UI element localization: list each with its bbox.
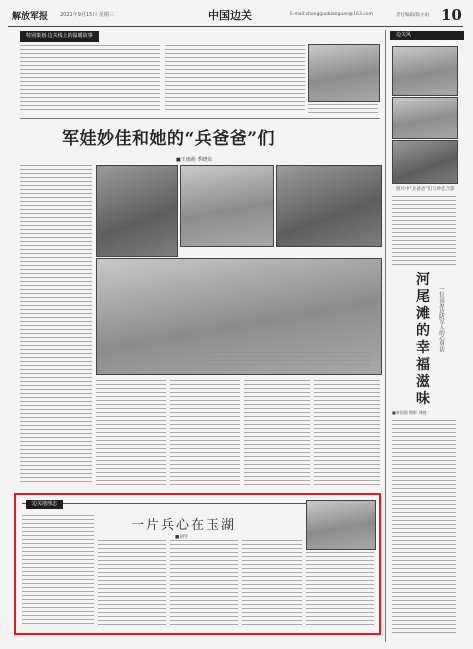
story-column-2 (96, 380, 166, 485)
page-header (8, 6, 463, 27)
right-byline: ■李国强 摄影 刘晓 (392, 410, 427, 415)
right-photo-3 (392, 140, 458, 184)
divider (20, 118, 380, 119)
photo-soldiers-with-child (180, 165, 274, 247)
story-column-4 (244, 380, 310, 485)
story-column-3 (170, 380, 240, 485)
masthead: 解放军报 (12, 12, 49, 22)
right-photo-caption: 照片中“兵爸爸”们与妙佳合影 (396, 187, 455, 192)
main-headline: 军娃妙佳和她的“兵爸爸”们 (62, 129, 276, 149)
box-column-5 (306, 552, 374, 627)
right-photo-2 (392, 97, 458, 139)
box-byline: ■刘宇 (175, 535, 189, 540)
section-title: 中国边关 (208, 9, 252, 22)
intro-column-2 (165, 45, 305, 113)
right-deck: 一位高原边防军人的心里话 (438, 286, 444, 352)
issue-date: 2021年9月15日 星期三 (60, 12, 114, 18)
story-column-left (20, 165, 92, 485)
right-column-kicker: 边关风 (390, 31, 464, 40)
box-headline: 一片兵心在玉湖 (131, 518, 237, 533)
main-byline: ■王雨萌 季晓东 (176, 157, 213, 163)
intro-photo-caption (308, 104, 378, 114)
column-divider (385, 30, 386, 642)
box-kicker: 边关地理志 (26, 500, 63, 509)
right-text-lower (392, 420, 456, 635)
story-column-5 (314, 380, 380, 485)
editor-credit: 责任编辑/陈小雨 (396, 13, 430, 18)
box-photo-lake (306, 500, 376, 550)
section-email: E-mail:zhongguobianguan@163.com (290, 12, 373, 17)
box-column-3 (170, 540, 238, 627)
box-column-4 (242, 540, 302, 627)
page-number: 10 (441, 6, 462, 24)
intro-photo (308, 44, 380, 102)
right-text-upper (392, 196, 456, 266)
intro-column-1 (20, 45, 160, 113)
top-story-kicker: 特别策划·边关线上的温暖故事 (20, 31, 99, 42)
box-column-2 (98, 540, 166, 627)
photo-father-daughter (96, 165, 178, 257)
right-headline: 河尾滩的幸福滋味 (416, 272, 430, 407)
photo-soldier-close (276, 165, 382, 247)
photo-caption (210, 352, 370, 368)
box-column-1 (22, 515, 94, 627)
right-photo-1 (392, 46, 458, 96)
